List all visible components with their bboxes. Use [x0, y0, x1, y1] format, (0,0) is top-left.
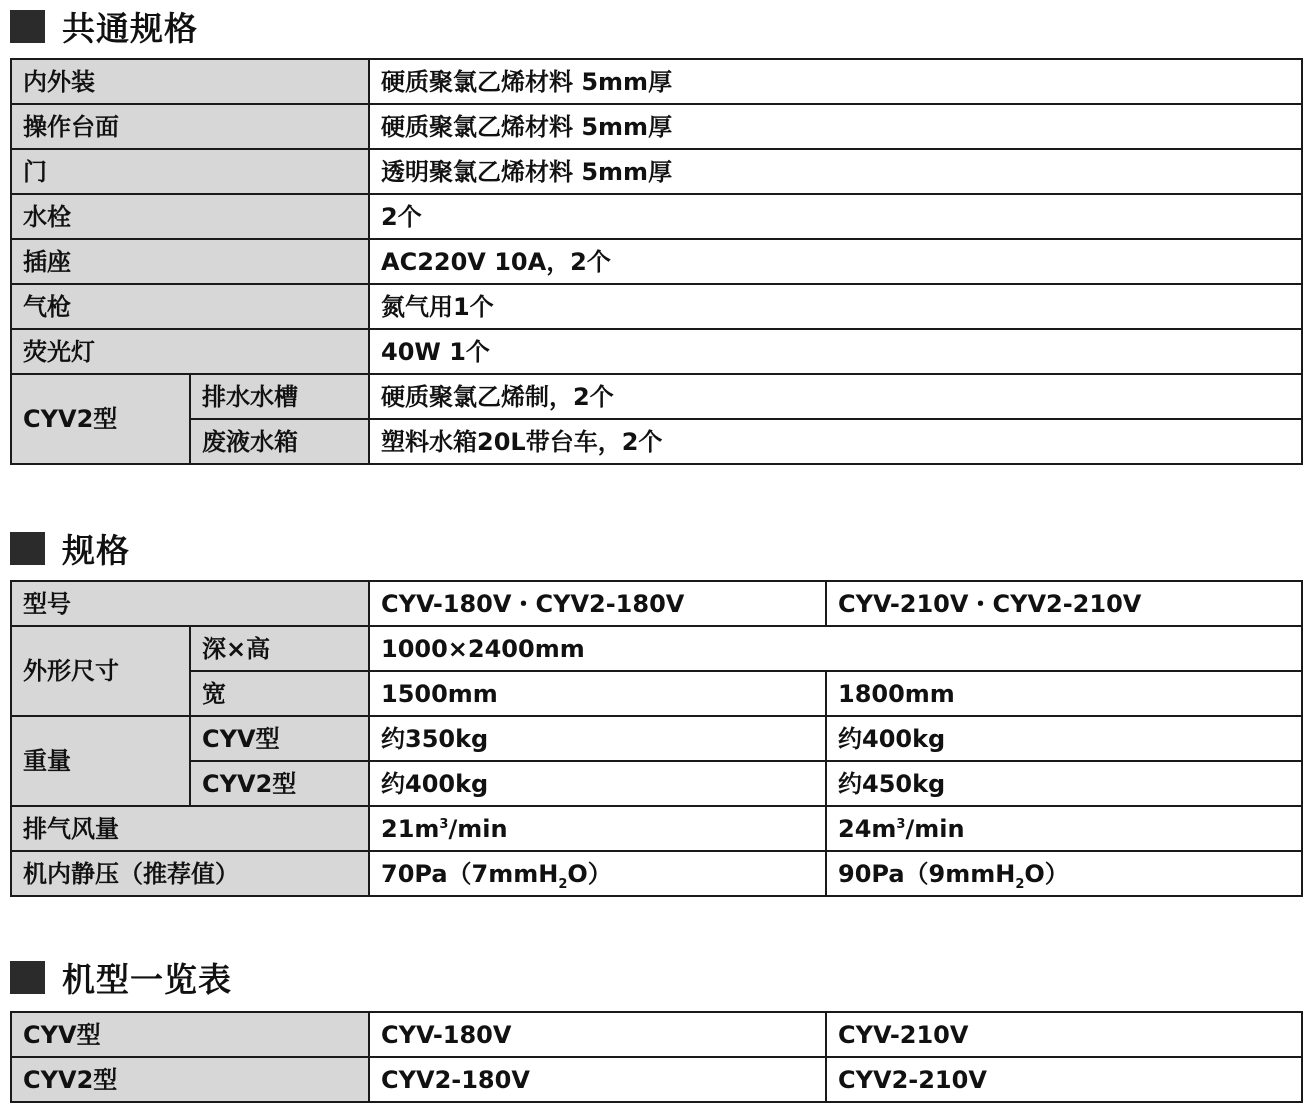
- row-label: 内外装: [11, 59, 369, 104]
- exhaust-label: 排气风量: [11, 806, 369, 851]
- table-row: [11, 1012, 1302, 1057]
- table-row: [11, 851, 1302, 896]
- exhaust-col1-sup: 3: [439, 816, 449, 832]
- exhaust-col2: [826, 806, 1302, 851]
- model-type-label: CYV2型: [11, 1057, 369, 1102]
- row-label: 插座: [11, 239, 369, 284]
- row-label: 操作台面: [11, 104, 369, 149]
- depth-height-value: 1000×2400mm: [369, 626, 1302, 671]
- table-row: [11, 419, 1302, 464]
- width-col1: 1500mm: [369, 671, 826, 716]
- group-label: CYV2型: [11, 374, 190, 464]
- model-col1: CYV2-180V: [369, 1057, 826, 1102]
- model-col2: CYV2-210V: [826, 1057, 1302, 1102]
- exhaust-col1-unit: /min: [448, 814, 508, 843]
- row-sublabel: 排水水槽: [190, 374, 369, 419]
- row-label: 水栓: [11, 194, 369, 239]
- row-value: 2个: [369, 194, 1302, 239]
- weight-col2: 约450kg: [826, 761, 1302, 806]
- row-label: 气枪: [11, 284, 369, 329]
- section-title-text: 机型一览表: [62, 959, 232, 999]
- row-value: 40W 1个: [369, 329, 1302, 374]
- row-value: 氮气用1个: [369, 284, 1302, 329]
- row-value: 塑料水箱20L带台车，2个: [369, 419, 1302, 464]
- weight-col1: 约400kg: [369, 761, 826, 806]
- row-label: 门: [11, 149, 369, 194]
- model-header-col2: CYV-210V・CYV2-210V: [826, 581, 1302, 626]
- weight-sublabel: CYV2型: [190, 761, 369, 806]
- section-title-text: 规格: [62, 530, 130, 570]
- row-value: AC220V 10A，2个: [369, 239, 1302, 284]
- model-col2: CYV-210V: [826, 1012, 1302, 1057]
- pressure-col1: [369, 851, 826, 896]
- width-col2: 1800mm: [826, 671, 1302, 716]
- row-sublabel: 废液水箱: [190, 419, 369, 464]
- pressure-col2-sub: 2: [1015, 876, 1025, 892]
- row-value: 硬质聚氯乙烯材料 5mm厚: [369, 104, 1302, 149]
- section-title-models: [10, 955, 232, 999]
- table-row: [11, 284, 1302, 329]
- section-title-common: [10, 4, 198, 48]
- table-row: [11, 626, 1302, 671]
- model-header-label: 型号: [11, 581, 369, 626]
- square-bullet-icon: [10, 532, 45, 565]
- square-bullet-icon: [10, 961, 45, 994]
- models-table: [10, 1011, 1303, 1103]
- weight-sublabel: CYV型: [190, 716, 369, 761]
- section-title-spec: [10, 526, 130, 570]
- row-label: 荧光灯: [11, 329, 369, 374]
- table-row: [11, 761, 1302, 806]
- model-type-label: CYV型: [11, 1012, 369, 1057]
- weight-col2: 约400kg: [826, 716, 1302, 761]
- pressure-col2: [826, 851, 1302, 896]
- depth-height-label: 深×高: [190, 626, 369, 671]
- exhaust-col2-unit: /min: [905, 814, 965, 843]
- exhaust-col1: [369, 806, 826, 851]
- model-col1: CYV-180V: [369, 1012, 826, 1057]
- row-value: 硬质聚氯乙烯材料 5mm厚: [369, 59, 1302, 104]
- table-row: [11, 194, 1302, 239]
- table-row: [11, 239, 1302, 284]
- exhaust-col1-num: 21m: [381, 814, 440, 843]
- table-row: [11, 149, 1302, 194]
- section-title-text: 共通规格: [62, 8, 198, 48]
- pressure-col2-a: 90Pa（9mmH: [838, 859, 1016, 888]
- width-label: 宽: [190, 671, 369, 716]
- table-row: [11, 716, 1302, 761]
- dims-label: 外形尺寸: [11, 626, 190, 716]
- exhaust-col2-sup: 3: [896, 816, 906, 832]
- table-row: [11, 104, 1302, 149]
- table-row: [11, 671, 1302, 716]
- exhaust-col2-num: 24m: [838, 814, 897, 843]
- pressure-col2-b: O）: [1024, 859, 1069, 888]
- table-row: [11, 806, 1302, 851]
- table-row: [11, 1057, 1302, 1102]
- weight-col1: 约350kg: [369, 716, 826, 761]
- common-spec-table: [10, 58, 1303, 465]
- table-row: [11, 59, 1302, 104]
- row-value: 透明聚氯乙烯材料 5mm厚: [369, 149, 1302, 194]
- row-value: 硬质聚氯乙烯制，2个: [369, 374, 1302, 419]
- weight-label: 重量: [11, 716, 190, 806]
- model-header-col1: CYV-180V・CYV2-180V: [369, 581, 826, 626]
- pressure-col1-b: O）: [567, 859, 612, 888]
- pressure-col1-sub: 2: [558, 876, 568, 892]
- pressure-col1-a: 70Pa（7mmH: [381, 859, 559, 888]
- table-row: [11, 374, 1302, 419]
- table-row: [11, 329, 1302, 374]
- spec-table: [10, 580, 1303, 897]
- pressure-label: 机内静压（推荐值）: [11, 851, 369, 896]
- table-row: [11, 581, 1302, 626]
- square-bullet-icon: [10, 10, 45, 43]
